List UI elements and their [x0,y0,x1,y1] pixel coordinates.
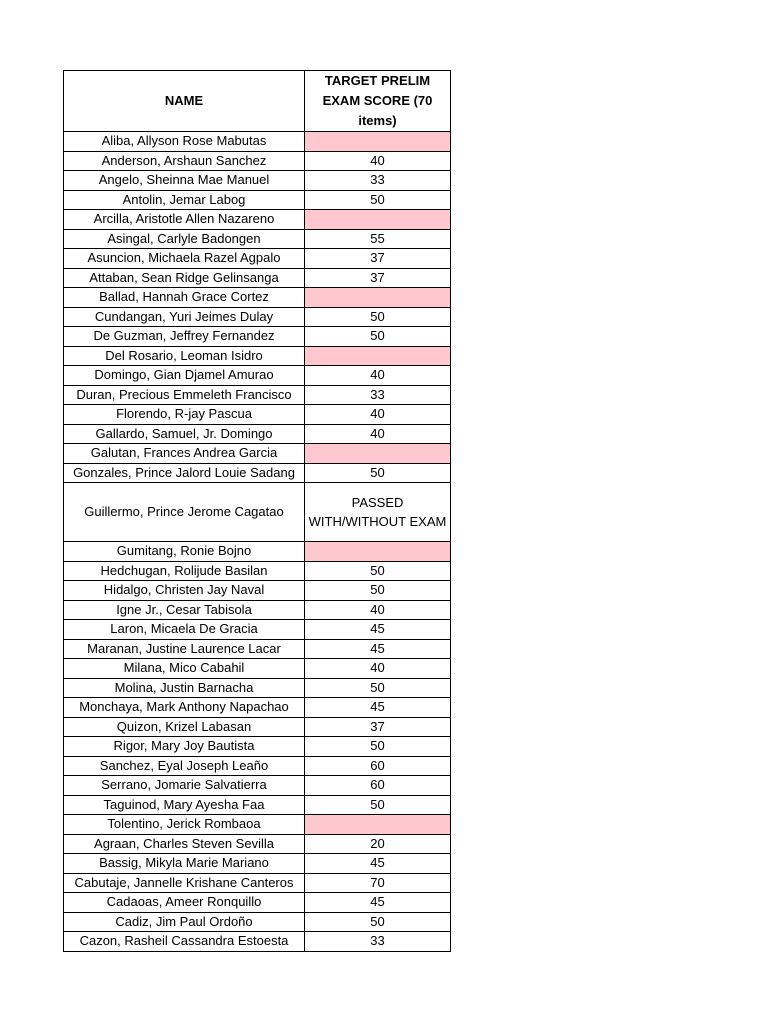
target-score-cell: 40 [305,366,451,386]
student-name-cell: Antolin, Jemar Labog [64,190,305,210]
student-name-cell: Serrano, Jomarie Salvatierra [64,776,305,796]
name-column-header: NAME [64,71,305,132]
table-row [64,366,451,386]
student-name-cell: Asuncion, Michaela Razel Agpalo [64,249,305,269]
table-row [64,893,451,913]
student-name-cell: Monchaya, Mark Anthony Napachao [64,698,305,718]
target-score-cell: 37 [305,249,451,269]
student-name-cell: Molina, Justin Barnacha [64,678,305,698]
student-name-cell: Taguinod, Mary Ayesha Faa [64,795,305,815]
header-row [64,71,451,132]
target-score-cell: 50 [305,307,451,327]
student-name-cell: Cadiz, Jim Paul Ordoño [64,912,305,932]
student-name-cell: Galutan, Frances Andrea Garcia [64,444,305,464]
table-row [64,229,451,249]
student-name-cell: Cundangan, Yuri Jeimes Dulay [64,307,305,327]
table-row [64,932,451,952]
target-score-cell: 20 [305,834,451,854]
student-name-cell: Cadaoas, Ameer Ronquillo [64,893,305,913]
student-name-cell: Agraan, Charles Steven Sevilla [64,834,305,854]
table-row [64,327,451,347]
table-row [64,600,451,620]
student-name-cell: Bassig, Mikyla Marie Mariano [64,854,305,874]
table-row [64,288,451,308]
score-sheet [63,70,451,952]
target-score-cell [305,346,451,366]
student-name-cell: Maranan, Justine Laurence Lacar [64,639,305,659]
table-row [64,171,451,191]
table-row [64,444,451,464]
student-name-cell: Del Rosario, Leoman Isidro [64,346,305,366]
student-name-cell: Gallardo, Samuel, Jr. Domingo [64,424,305,444]
target-score-cell [305,444,451,464]
table-row [64,834,451,854]
target-score-cell [305,815,451,835]
table-row [64,463,451,483]
student-name-cell: De Guzman, Jeffrey Fernandez [64,327,305,347]
student-name-cell: Ballad, Hannah Grace Cortez [64,288,305,308]
table-row [64,912,451,932]
target-score-cell: 40 [305,600,451,620]
table-row [64,561,451,581]
target-score-cell: 50 [305,678,451,698]
target-score-cell: 33 [305,171,451,191]
table-row [64,678,451,698]
student-name-cell: Arcilla, Aristotle Allen Nazareno [64,210,305,230]
student-name-cell: Florendo, R-jay Pascua [64,405,305,425]
student-name-cell: Cabutaje, Jannelle Krishane Canteros [64,873,305,893]
score-column-header: TARGET PRELIM EXAM SCORE (70 items) [305,71,451,132]
table-row [64,717,451,737]
student-name-cell: Igne Jr., Cesar Tabisola [64,600,305,620]
target-score-cell: 60 [305,776,451,796]
student-name-cell: Domingo, Gian Djamel Amurao [64,366,305,386]
table-row [64,737,451,757]
target-score-cell: 50 [305,737,451,757]
student-name-cell: Angelo, Sheinna Mae Manuel [64,171,305,191]
target-score-cell: 50 [305,327,451,347]
student-name-cell: Gonzales, Prince Jalord Louie Sadang [64,463,305,483]
table-row [64,698,451,718]
table-row [64,795,451,815]
target-score-cell: 50 [305,463,451,483]
target-score-cell: 33 [305,932,451,952]
table-row [64,815,451,835]
target-score-cell: 50 [305,912,451,932]
table-row [64,483,451,542]
student-name-cell: Sanchez, Eyal Joseph Leaño [64,756,305,776]
target-score-cell: 40 [305,424,451,444]
target-score-cell [305,542,451,562]
student-name-cell: Guillermo, Prince Jerome Cagatao [64,483,305,542]
table-row [64,659,451,679]
target-score-cell: 40 [305,405,451,425]
student-name-cell: Milana, Mico Cabahil [64,659,305,679]
student-name-cell: Anderson, Arshaun Sanchez [64,151,305,171]
table-row [64,756,451,776]
table-row [64,210,451,230]
table-row [64,190,451,210]
table-row [64,620,451,640]
target-score-cell: 45 [305,698,451,718]
student-name-cell: Attaban, Sean Ridge Gelinsanga [64,268,305,288]
table-row [64,385,451,405]
student-name-cell: Laron, Micaela De Gracia [64,620,305,640]
student-name-cell: Rigor, Mary Joy Bautista [64,737,305,757]
table-row [64,424,451,444]
target-score-cell: 50 [305,561,451,581]
target-score-cell: 45 [305,620,451,640]
target-score-cell: 45 [305,893,451,913]
target-score-cell: 50 [305,190,451,210]
target-score-cell: 50 [305,795,451,815]
student-name-cell: Cazon, Rasheil Cassandra Estoesta [64,932,305,952]
score-table [63,70,451,952]
target-score-cell: 40 [305,151,451,171]
target-score-cell: 50 [305,581,451,601]
target-score-cell [305,288,451,308]
target-score-cell: 55 [305,229,451,249]
table-row [64,542,451,562]
target-score-cell: 40 [305,659,451,679]
table-row [64,307,451,327]
table-row [64,639,451,659]
table-row [64,346,451,366]
student-name-cell: Gumitang, Ronie Bojno [64,542,305,562]
table-body [64,132,451,952]
target-score-cell [305,132,451,152]
target-score-cell: 45 [305,854,451,874]
table-row [64,132,451,152]
target-score-cell: PASSED WITH/WITHOUT EXAM [305,483,451,542]
target-score-cell: 70 [305,873,451,893]
table-row [64,249,451,269]
student-name-cell: Tolentino, Jerick Rombaoa [64,815,305,835]
table-row [64,854,451,874]
target-score-cell: 37 [305,717,451,737]
student-name-cell: Hedchugan, Rolijude Basilan [64,561,305,581]
table-row [64,776,451,796]
table-row [64,873,451,893]
student-name-cell: Hidalgo, Christen Jay Naval [64,581,305,601]
student-name-cell: Duran, Precious Emmeleth Francisco [64,385,305,405]
student-name-cell: Quizon, Krizel Labasan [64,717,305,737]
table-row [64,581,451,601]
student-name-cell: Asingal, Carlyle Badongen [64,229,305,249]
table-row [64,151,451,171]
table-row [64,268,451,288]
table-row [64,405,451,425]
target-score-cell: 33 [305,385,451,405]
target-score-cell: 60 [305,756,451,776]
target-score-cell: 37 [305,268,451,288]
target-score-cell [305,210,451,230]
target-score-cell: 45 [305,639,451,659]
student-name-cell: Aliba, Allyson Rose Mabutas [64,132,305,152]
